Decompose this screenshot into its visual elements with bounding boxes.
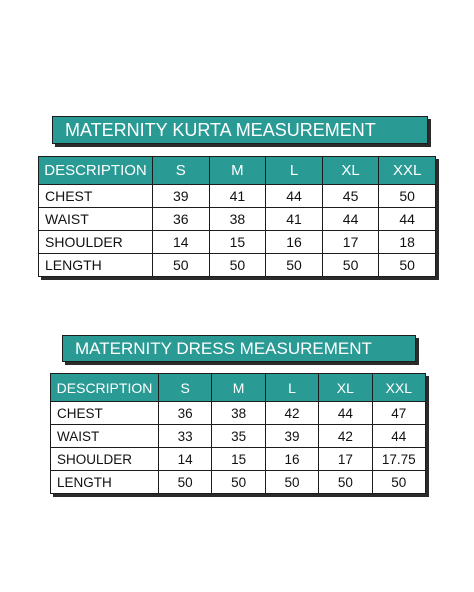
table-cell: 33 xyxy=(159,425,212,448)
table-row xyxy=(39,208,436,231)
table-cell: 14 xyxy=(153,231,210,254)
table-cell: 45 xyxy=(322,185,379,208)
row-label: LENGTH xyxy=(51,471,159,494)
header-size-l: L xyxy=(265,374,318,402)
table-row xyxy=(39,254,436,277)
table-cell: 44 xyxy=(322,208,379,231)
table-cell: 50 xyxy=(159,471,212,494)
table-cell: 38 xyxy=(209,208,266,231)
table-cell: 44 xyxy=(379,208,436,231)
header-size-xxl: XXL xyxy=(372,374,425,402)
table-cell: 42 xyxy=(265,402,318,425)
table-cell: 16 xyxy=(265,448,318,471)
table-cell: 15 xyxy=(209,231,266,254)
table-cell: 17.75 xyxy=(372,448,425,471)
table-row xyxy=(39,185,436,208)
table-cell: 50 xyxy=(266,254,323,277)
table-cell: 50 xyxy=(322,254,379,277)
table-header-row xyxy=(39,157,436,185)
row-label: SHOULDER xyxy=(39,231,153,254)
table-cell: 16 xyxy=(266,231,323,254)
table-row xyxy=(51,471,426,494)
table-cell: 42 xyxy=(319,425,372,448)
table-cell: 15 xyxy=(212,448,265,471)
table-cell: 50 xyxy=(379,254,436,277)
table-cell: 44 xyxy=(319,402,372,425)
table-row xyxy=(51,402,426,425)
table-cell: 50 xyxy=(379,185,436,208)
header-description: DESCRIPTION xyxy=(51,374,159,402)
table-cell: 50 xyxy=(153,254,210,277)
table-cell: 36 xyxy=(153,208,210,231)
kurta-title-banner xyxy=(52,116,428,144)
row-label: CHEST xyxy=(39,185,153,208)
header-size-m: M xyxy=(212,374,265,402)
table-cell: 44 xyxy=(372,425,425,448)
dress-measurement-table xyxy=(50,373,426,494)
table-cell: 35 xyxy=(212,425,265,448)
table-cell: 36 xyxy=(159,402,212,425)
table-cell: 18 xyxy=(379,231,436,254)
header-size-xl: XL xyxy=(322,157,379,185)
row-label: WAIST xyxy=(51,425,159,448)
table-cell: 39 xyxy=(265,425,318,448)
header-description: DESCRIPTION xyxy=(39,157,153,185)
row-label: LENGTH xyxy=(39,254,153,277)
table-cell: 44 xyxy=(266,185,323,208)
table-cell: 41 xyxy=(266,208,323,231)
kurta-title: MATERNITY KURTA MEASUREMENT xyxy=(65,119,376,140)
dress-title-banner xyxy=(62,335,416,362)
table-header-row xyxy=(51,374,426,402)
row-label: WAIST xyxy=(39,208,153,231)
table-cell: 50 xyxy=(209,254,266,277)
table-cell: 17 xyxy=(322,231,379,254)
row-label: CHEST xyxy=(51,402,159,425)
row-label: SHOULDER xyxy=(51,448,159,471)
table-cell: 50 xyxy=(372,471,425,494)
header-size-l: L xyxy=(266,157,323,185)
table-cell: 41 xyxy=(209,185,266,208)
table-cell: 17 xyxy=(319,448,372,471)
table-cell: 47 xyxy=(372,402,425,425)
table-cell: 50 xyxy=(212,471,265,494)
table-row xyxy=(51,448,426,471)
header-size-m: M xyxy=(209,157,266,185)
table-row xyxy=(39,231,436,254)
table-cell: 50 xyxy=(319,471,372,494)
header-size-xxl: XXL xyxy=(379,157,436,185)
dress-title: MATERNITY DRESS MEASUREMENT xyxy=(75,338,372,358)
header-size-s: S xyxy=(159,374,212,402)
kurta-measurement-table xyxy=(38,156,436,277)
table-cell: 38 xyxy=(212,402,265,425)
header-size-xl: XL xyxy=(319,374,372,402)
header-size-s: S xyxy=(153,157,210,185)
table-cell: 50 xyxy=(265,471,318,494)
table-cell: 39 xyxy=(153,185,210,208)
table-row xyxy=(51,425,426,448)
table-cell: 14 xyxy=(159,448,212,471)
